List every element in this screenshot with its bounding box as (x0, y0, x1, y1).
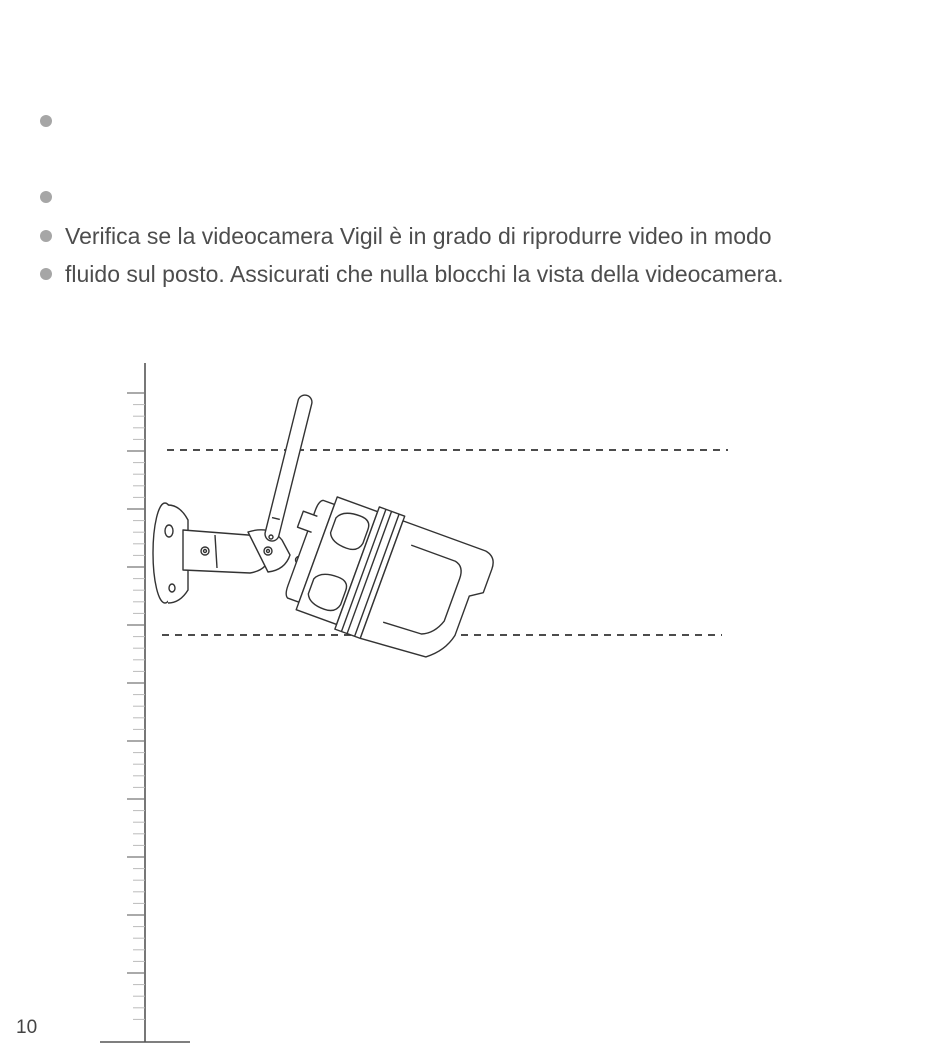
bullet-text: Verifica se la videocamera Vigil è in grado di riprodurre video in modo (65, 223, 772, 249)
wall-ruler (100, 363, 190, 1042)
camera-icon (153, 394, 499, 673)
bullet-text: fluido sul posto. Assicurati che nulla blocchi la vista della videocamera. (65, 261, 784, 287)
ruler-ticks (127, 393, 145, 1019)
page-number: 10 (16, 1017, 38, 1038)
